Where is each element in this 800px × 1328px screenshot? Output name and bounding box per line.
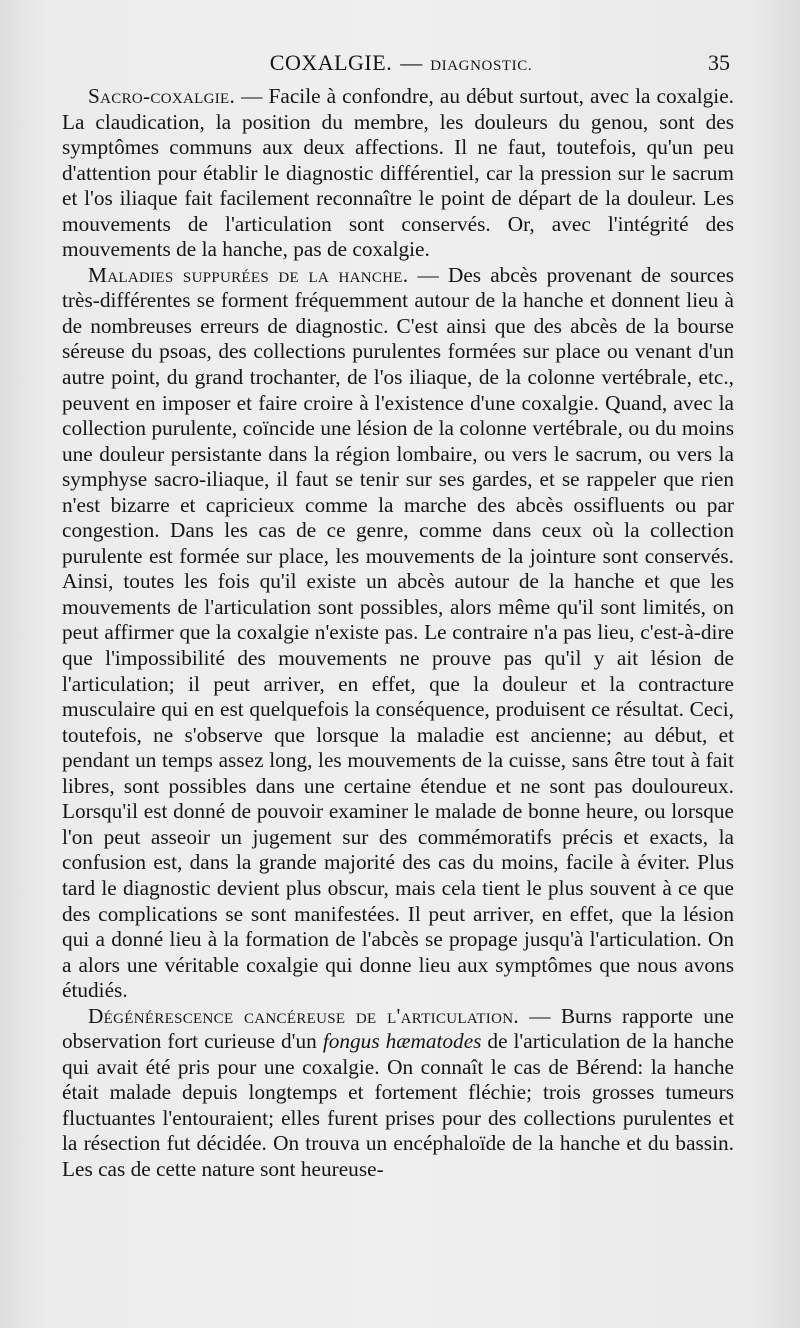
italic-term: fongus hæmatodes (322, 1029, 482, 1054)
running-header (62, 46, 730, 80)
page-number: 35 (708, 50, 730, 75)
section-subtitle: DIAGNOSTIC. (430, 58, 533, 74)
paragraph-heading: Maladies suppurées de la hanche. (88, 262, 409, 287)
paragraph-degenerescence-cancereuse (62, 1004, 734, 1183)
paragraph-sacro-coxalgie (62, 84, 734, 263)
paragraph-heading: Sacro-coxalgie. (88, 84, 236, 108)
paragraph-text: — Burns rapporte une observation fort curieuse d'un (62, 1003, 734, 1054)
paragraph-text: — Des abcès provenant de sources très-différentes se forment fréquemment autour de la hanche et donnent lieu à de nombreuses erreurs de diagnostic. C'est ainsi que des abcès de la bourse séreuse du psoas, des collections purulentes formées sur place ou venant d'un autre point, du grand trochanter, de l'os iliaque, de la colonne vertébrale, etc., peuvent en imposer et faire croire à l'existence d'une coxalgie. Quand, avec la collection purulente, coïncide une lésion de la colonne vertébrale, ou du moins une douleur persistante dans la région lombaire, ou vers le sacrum, ou vers la symphyse sacro-iliaque, il faut se tenir sur ses gardes, et se rappeler que rien n'est bizarre et capricieux comme la marche des abcès ossifluents ou par congestion. Dans les cas de ce genre, comme dans ceux où la collection purulente est formée sur place, les mouvements de la jointure sont conservés. Ainsi, toutes les fois qu'il existe un abcès autour de la hanche et que les mouvements de l'articulation sont possibles, alors même qu'il sont limités, on peut affirmer que la coxalgie n'existe pas. Le contraire n'a pas lieu, c'est-à-dire que l'impossibilité des mouvements ne prouve pas qu'il y ait lésion de l'articulation; il peut arriver, en effet, que la douleur et la contracture musculaire qui en est quelquefois la conséquence, produisent ce résultat. Ceci, toutefois, ne s'observe que lorsque la maladie est ancienne; au début, et pendant un temps assez long, les mouvements de la cuisse, sans être tout à fait libres, sont possibles dans une certaine étendue et ne sont pas douloureux. Lorsqu'il est donné de pouvoir examiner le malade de bonne heure, ou lorsque l'on peut asseoir un jugement sur des commémoratifs précis et exacts, la confusion est, dans la grande majorité des cas du moins, facile à éviter. Plus tard le diagnostic devient plus obscur, mais cela tient le plus souvent à ce que des complications se sont manifestées. Il peut arriver, en effet, que la lésion qui a donné lieu à la formation de l'abcès se propage jusqu'à l'articulation. On a alors une véritable coxalgie qui donne lieu aux symptômes que nous avons étudiés. (62, 262, 734, 1003)
paragraph-text: de l'articulation de la hanche qui avait été pris pour une coxalgie. On connaît le cas de Bérend: la hanche était malade depuis longtemps et fortement fléchie; trois grosses tumeurs fluctuantes l'entouraient; elles furent prises pour des collections purulentes et la résection fut décidée. On trouva un encéphaloïde de la hanche et du bassin. Les cas de cette nature sont heureuse- (62, 1029, 734, 1181)
paragraph-text: — Facile à confondre, au début surtout, avec la coxalgie. La claudication, la position du membre, les douleurs du genou, sont des symptômes communs aux deux affections. Il ne faut, toutefois, qu'un peu d'attention pour établir le diagnostic différentiel, car la pression sur le sacrum et l'os iliaque fait facilement reconnaître le point de départ de la douleur. Les mouvements de l'articulation sont conservés. Or, avec l'intégrité des mouvements de la hanche, pas de coxalgie. (62, 84, 734, 262)
running-title (62, 46, 730, 83)
paragraph-heading: Dégénérescence cancéreuse de l'articulation. (88, 1003, 519, 1028)
chapter-title: COXALGIE. (269, 50, 393, 75)
body-text (62, 84, 734, 1183)
header-separator: — (400, 50, 423, 75)
paragraph-maladies-suppurees (62, 263, 734, 1004)
